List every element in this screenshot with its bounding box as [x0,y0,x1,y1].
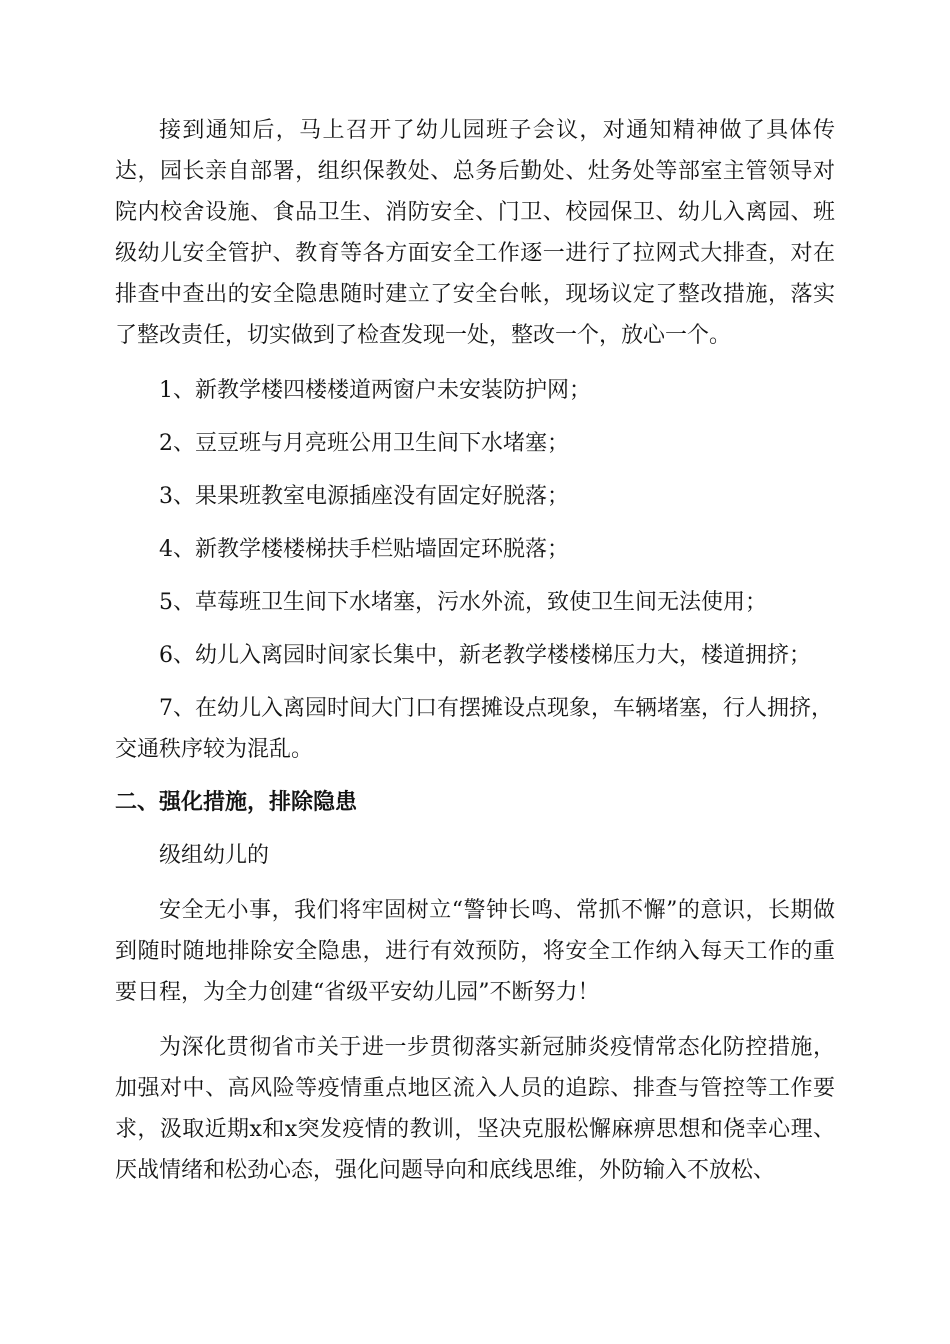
intro-paragraph: 接到通知后，马上召开了幼儿园班子会议，对通知精神做了具体传达，园长亲自部署，组织保教处、总务后勤处、灶务处等部室主管领导对院内校舍设施、食品卫生、消防安全、门卫、校园保卫、幼儿入离园、班级幼儿安全管护、教育等各方面安全工作逐一进行了拉网式大排查，对在排查中查出的安全隐患随时建立了安全台帐，现场议定了整改措施，落实了整改责任，切实做到了检查发现一处，整改一个，放心一个。 [115,118,835,348]
list-item: 5、草莓班卫生间下水堵塞，污水外流，致使卫生间无法使用； [159,590,767,615]
paragraph-epidemic: 为深化贯彻省市关于进一步贯彻落实新冠肺炎疫情常态化防控措施，加强对中、高风险等疫情重点地区流入人员的追踪、排查与管控等工作要求，汲取近期x和x突发疫情的教训，坚决克服松懈麻痹思想和侥幸心理、厌战情绪和松劲心态，强化问题导向和底线思维，外防输入不放松、 [115,1035,835,1183]
list-item: 7、在幼儿入离园时间大门口有摆摊设点现象，车辆堵塞，行人拥挤，交通秩序较为混乱。 [115,696,833,762]
list-item: 4、新教学楼楼梯扶手栏贴墙固定环脱落； [159,537,569,562]
list-item: 1、新教学楼四楼楼道两窗户未安装防护网； [159,378,591,403]
short-line: 级组幼儿的 [159,843,270,868]
list-item: 2、豆豆班与月亮班公用卫生间下水堵塞； [159,431,569,456]
list-item: 3、果果班教室电源插座没有固定好脱落； [159,484,569,509]
section-heading: 二、强化措施，排除隐患 [115,789,358,815]
document-body [115,110,835,1191]
list-item: 6、幼儿入离园时间家长集中，新老教学楼楼梯压力大，楼道拥挤； [159,643,811,668]
hazard-list [115,370,835,770]
paragraph-safety: 安全无小事，我们将牢固树立“警钟长鸣、常抓不懈”的意识，长期做到随时随地排除安全隐患，进行有效预防，将安全工作纳入每天工作的重要日程，为全力创建“省级平安幼儿园”不断努力！ [115,898,835,1005]
